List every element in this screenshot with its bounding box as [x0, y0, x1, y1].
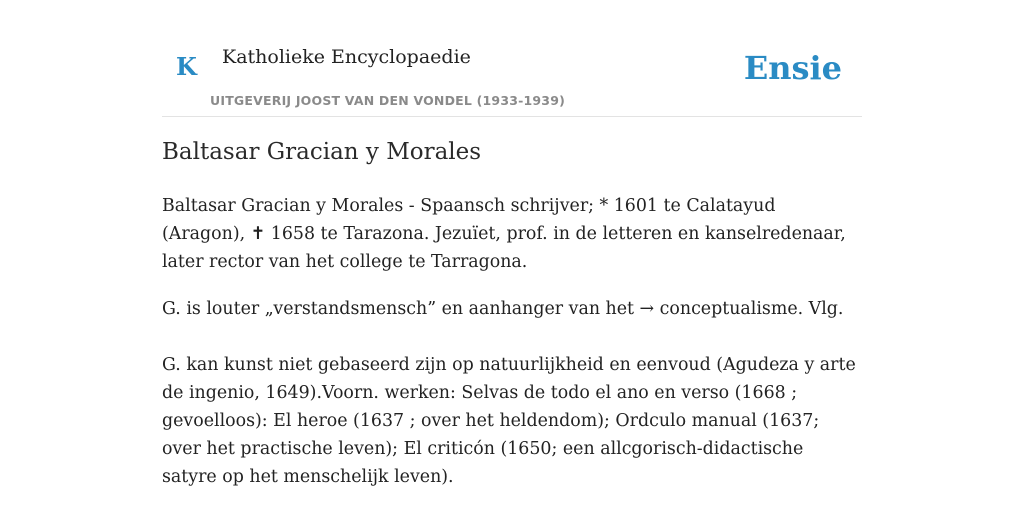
article-title: Baltasar Gracian y Morales	[162, 139, 482, 165]
source-title[interactable]: Katholieke Encyclopaedie	[222, 46, 471, 68]
ensie-logo[interactable]: Ensie	[743, 49, 842, 87]
page	[162, 0, 862, 487]
article-paragraph: Baltasar Gracian y Morales - Spaansch schrijver; * 1601 te Calatayud (Aragon), ✝ 1658 te Tarazona. Jezuïet, prof. in de letteren en kanselredenaar, later rector van het college te Tarragona.	[162, 196, 846, 272]
publisher-label: UITGEVERIJ JOOST VAN DEN VONDEL (1933-1939)	[210, 93, 566, 108]
article-paragraph: G. is louter „verstandsmensch” en aanhanger van het → conceptualisme. Vlg.	[162, 299, 844, 319]
encyclopedia-logo[interactable]: K	[176, 52, 197, 81]
article-paragraph: G. kan kunst niet gebaseerd zijn op natuurlijkheid en eenvoud (Agudeza y arte de ingenio, 1649).Voorn. werken: Selvas de todo el ano en verso (1668 ; gevoelloos): El heroe (1637 ; over het heldendom); Ordculo manual (1637; over het practische leven); El criticón (1650; een allcgorisch-didactische satyre op het menschelijk leven).	[162, 355, 856, 487]
header	[162, 0, 862, 117]
